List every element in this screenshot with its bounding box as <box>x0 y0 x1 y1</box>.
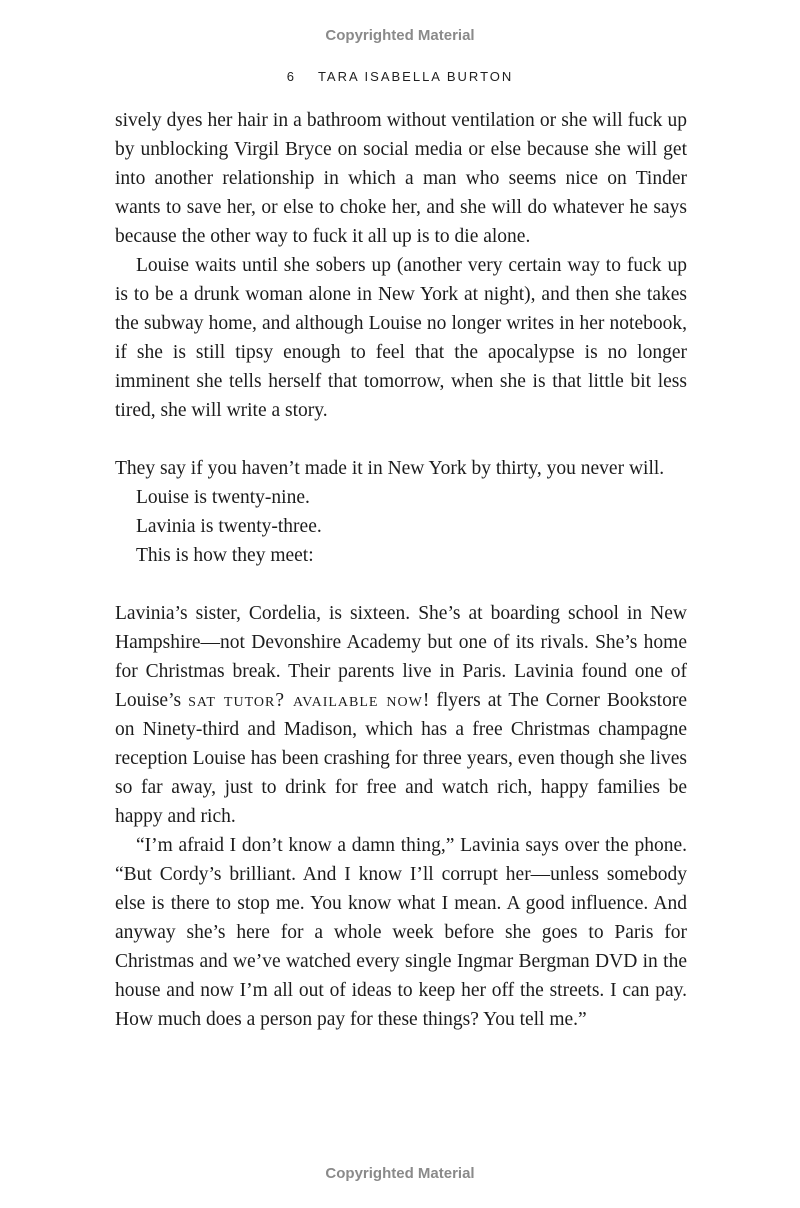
running-head <box>0 69 800 84</box>
paragraph-8: “I’m afraid I don’t know a damn thing,” Lavinia says over the phone. “But Cordy’s brilliant. And I know I’ll corrupt her—unless somebody else is there to stop me. You know what I mean. A good influence. And anyway she’s here for a whole week before she goes to Paris for Christmas and we’ve watched every single Ingmar Bergman DVD in the house and now I’m all out of ideas to keep her off the streets. I can pay. How much does a person pay for these things? You tell me.” <box>115 835 687 1030</box>
paragraph-7 <box>115 599 687 831</box>
paragraph-7-text-b: ! flyers at The Corner Bookstore on Ninety-third and Madison, which has a free Christmas champagne reception Louise has been crashing for three years, even though she lives so far away, just to drink for free and watch rich, happy families be happy and rich. <box>115 690 687 827</box>
author-name: TARA ISABELLA BURTON <box>317 69 514 84</box>
paragraph-6: This is how they meet: <box>136 545 314 566</box>
paragraph-4: Louise is twenty-nine. <box>136 487 310 508</box>
section-break-1 <box>115 425 687 454</box>
paragraph-5: Lavinia is twenty-three. <box>136 516 322 537</box>
copyright-watermark-top: Copyrighted Material <box>325 27 475 44</box>
body-text <box>115 106 687 1034</box>
paragraph-3: They say if you haven’t made it in New York by thirty, you never will. <box>115 458 665 479</box>
flyer-title: sat tutor? available now <box>188 690 423 711</box>
page-number: 6 <box>286 69 296 84</box>
paragraph-1: sively dyes her hair in a bathroom without ventilation or she will fuck up by unblocking Virgil Bryce on social media or else because she will get into another relationship in which a man who seems nice on Tinder wants to save her, or else to choke her, and she will do whatever he says because the other way to fuck it all up is to die alone. <box>115 110 687 247</box>
paragraph-7-text-a: Lavinia’s sister, Cordelia, is sixteen. She’s at boarding school in New Hampshire—not Devonshire Academy but one of its rivals. She’s home for Christmas break. Their parents live in Paris. Lavinia found one of Louise’s <box>115 603 687 711</box>
section-break-2 <box>115 570 687 599</box>
paragraph-2: Louise waits until she sobers up (another very certain way to fuck up is to be a drunk woman alone in New York at night), and then she takes the subway home, and although Louise no longer writes in her notebook, if she is still tipsy enough to feel that the apocalypse is no longer imminent she tells herself that tomorrow, when she is that little bit less tired, she will write a story. <box>115 255 687 421</box>
copyright-watermark-bottom: Copyrighted Material <box>325 1165 475 1182</box>
